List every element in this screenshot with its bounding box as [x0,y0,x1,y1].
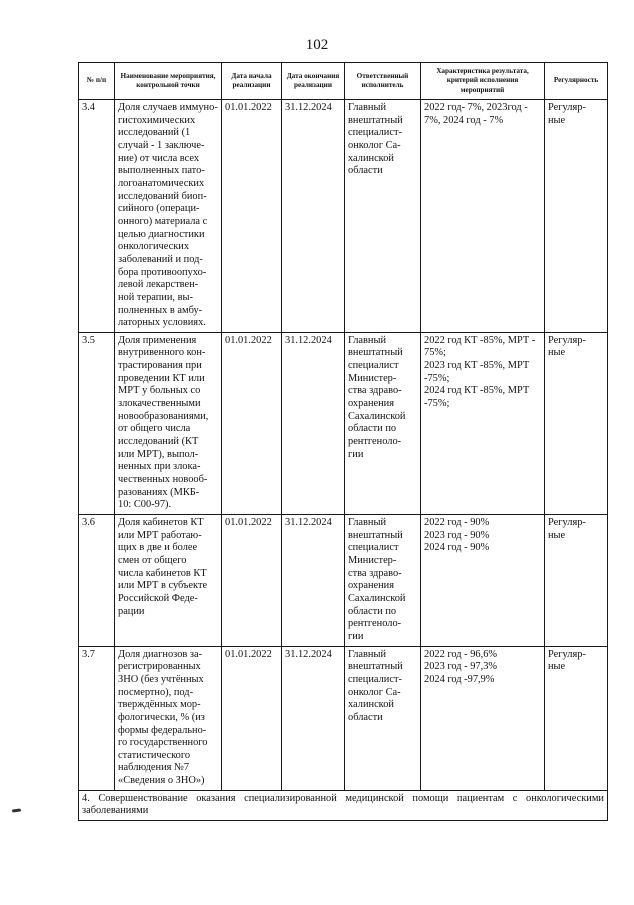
cell-line: ние) от числа всех [118,152,200,164]
cell-line: -75%; [424,398,450,410]
cell-line: выполненных пато- [118,165,205,177]
row-name [115,332,222,514]
cell-line: наблюдения №7 [118,762,190,774]
cell-line: ства здраво- [348,385,402,397]
cell-line: логоанатомических [118,177,205,189]
row-number: 3.6 [79,515,115,647]
cell-line: специалист- [348,673,402,685]
cell-line: Российской Феде- [118,592,198,604]
cell-line: или МРТ работаю- [118,529,202,541]
row-start-date: 01.01.2022 [222,515,282,647]
cell-line: Главный [348,102,387,113]
row-end-date: 31.12.2024 [282,646,345,790]
cell-line: Главный [348,648,387,660]
cell-line: внештатный [348,114,403,126]
cell-line: или МРТ в субъекте [118,580,208,592]
cell-line: статистического [118,749,191,761]
cell-line: латорных условиях. [118,317,206,329]
cell-line: области [348,711,383,723]
cell-line: ные [548,347,566,359]
cell-line: области [348,165,383,177]
table-row [79,332,608,514]
cell-line: рентгеноло- [348,618,402,630]
cell-line: Министер- [348,372,397,384]
cell-line: ные [548,114,566,126]
cell-line: случай - 1 заключе- [118,139,205,151]
cell-line: Доля применения [118,334,197,346]
row-name [115,515,222,647]
page-number: 102 [305,37,329,53]
cell-line: ЗНО (без учтённых [118,673,204,685]
cell-line: заболеваний и под- [118,253,203,265]
row-start-date: 01.01.2022 [222,646,282,790]
header-regularity: Регулярность [545,63,608,100]
cell-line: онного) материала с [118,215,208,227]
cell-line: онкологических [118,241,190,253]
cell-line: 2022 год- 7%, 2023год - [424,102,528,113]
cell-line: новообразованиями, [118,410,209,422]
row-regularity [545,100,608,333]
cell-line: специалист- [348,127,402,139]
row-number: 3.7 [79,646,115,790]
cell-line: го государственного [118,737,208,749]
header-end-date: Дата окончания реализации [282,63,345,100]
plan-table [78,62,608,821]
cell-line: ства здраво- [348,567,402,579]
cell-line: чественных новооб- [118,474,208,486]
cell-line: злокачественными [118,398,201,410]
cell-line: фологически, % (из [118,711,205,723]
cell-line: ной терапии, вы- [118,291,193,303]
row-number: 3.4 [79,100,115,333]
header-row [79,63,608,100]
cell-line: халинской [348,699,394,711]
cell-line: охранения [348,398,395,410]
cell-line: внутривенного кон- [118,347,206,359]
cell-line: Регуляр- [548,102,586,113]
cell-line: -75%; [424,372,450,384]
row-regularity [545,646,608,790]
row-executor [345,515,421,647]
cell-line: Регуляр- [548,517,586,528]
cell-line: «Сведения о ЗНО») [118,775,205,787]
row-result [421,100,545,333]
cell-line: ные [548,661,566,673]
cell-line: исследований (КТ [118,436,199,448]
row-number: 3.5 [79,332,115,514]
row-result [421,332,545,514]
cell-line: разованиях (МКБ- [118,486,200,498]
cell-line: 2023 год - 97,3% [424,661,498,673]
cell-line: 2023 год КТ -85%, МРТ [424,360,530,372]
table-row [79,646,608,790]
table-row [79,515,608,647]
row-end-date: 31.12.2024 [282,515,345,647]
cell-line: рации [118,605,145,617]
row-regularity [545,515,608,647]
cell-line: рентгеноло- [348,436,402,448]
cell-line: проведении КТ или [118,372,205,384]
cell-line: 2022 год - 96,6% [424,648,498,660]
header-name: Наименование мероприятия, контрольной точки [115,63,222,100]
cell-line: гии [348,448,364,460]
cell-line: полненных в амбу- [118,304,203,316]
cell-line: 2024 год -97,9% [424,673,495,685]
row-result [421,646,545,790]
cell-line: Доля кабинетов КТ [118,517,204,528]
cell-line: области по [348,423,397,435]
cell-line: ные [548,529,566,541]
header-start-date: Дата начала реализации [222,63,282,100]
row-start-date: 01.01.2022 [222,100,282,333]
row-executor [345,332,421,514]
row-name [115,646,222,790]
row-start-date: 01.01.2022 [222,332,282,514]
header-result: Характеристика результата, критерий исполнения мероприятий [421,63,545,100]
row-executor [345,100,421,333]
cell-line: онколог Са- [348,686,401,698]
cell-line: ненных при злока- [118,461,201,473]
cell-line: щих в две и более [118,542,198,554]
cell-line: 2022 год - 90% [424,517,490,528]
row-end-date: 31.12.2024 [282,100,345,333]
cell-line: 2024 год КТ -85%, МРТ [424,385,530,397]
cell-line: числа кабинетов КТ [118,567,207,579]
cell-line: 7%, 2024 год - 7% [424,114,504,126]
row-name [115,100,222,333]
header-number: № п/п [79,63,115,100]
cell-line: исследований (1 [118,127,191,139]
cell-line: Доля случаев иммуно- [118,102,218,113]
cell-line: Министер- [348,554,397,566]
cell-line: формы федерально- [118,724,207,736]
cell-line: от общего числа [118,423,191,435]
cell-line: области по [348,605,397,617]
cell-line: МРТ у больных со [118,385,201,397]
cell-line: 75%; [424,347,446,359]
section-row [79,790,608,820]
cell-line: внештатный [348,347,403,359]
cell-line: исследований биоп- [118,190,207,202]
cell-line: 2022 год КТ -85%, МРТ - [424,334,536,346]
cell-line: 2023 год - 90% [424,529,490,541]
cell-line: смен от общего [118,554,187,566]
cell-line: сийного (операци- [118,203,200,215]
cell-line: Сахалинской [348,592,406,604]
section-title: 4. Совершенствование оказания специализированной медицинской помощи пациентам с онкологическими заболеваниями [79,790,608,820]
cell-line: регистрированных [118,661,201,673]
cell-line: целью диагностики [118,228,205,240]
cell-line: левой лекарствен- [118,279,199,291]
row-executor [345,646,421,790]
cell-line: Регуляр- [548,648,586,660]
cell-line: бора противоопухо- [118,266,207,278]
cell-line: Главный [348,517,387,528]
row-result [421,515,545,647]
cell-line: Регуляр- [548,334,586,346]
row-regularity [545,332,608,514]
cell-line: трастирования при [118,360,202,372]
table-row [79,100,608,333]
cell-line: Сахалинской [348,410,406,422]
cell-line: халинской [348,152,394,164]
cell-line: охранения [348,580,395,592]
row-end-date: 31.12.2024 [282,332,345,514]
cell-line: тверждённых мор- [118,699,201,711]
cell-line: онколог Са- [348,139,401,151]
cell-line: гии [348,630,364,642]
cell-line: внештатный [348,661,403,673]
cell-line: специалист [348,360,399,372]
cell-line: гистохимических [118,114,196,126]
cell-line: посмертно), под- [118,686,194,698]
scan-mark [12,808,21,812]
cell-line: специалист [348,542,399,554]
header-executor: Ответственный исполнитель [345,63,421,100]
cell-line: внештатный [348,529,403,541]
cell-line: 10: С00-97). [118,499,172,511]
cell-line: Доля диагнозов за- [118,648,203,660]
cell-line: или МРТ), выпол- [118,448,199,460]
cell-line: Главный [348,334,387,346]
cell-line: 2024 год - 90% [424,542,490,554]
